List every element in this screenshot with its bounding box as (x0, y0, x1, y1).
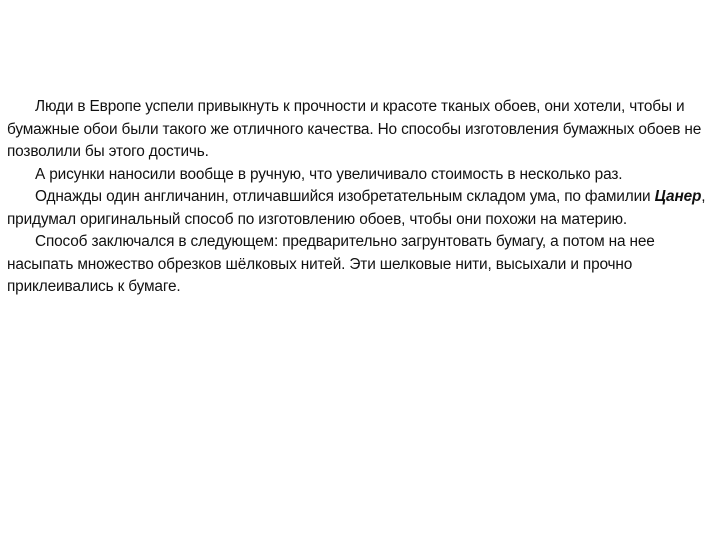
paragraph-inventor (7, 186, 710, 231)
inventor-name: Цанер (654, 188, 702, 205)
text-block (7, 96, 710, 299)
paragraph-inventor-text-before: Однажды один англичанин, отличавшийся изобретательным складом ума, по фамилии (35, 188, 655, 205)
paragraph-europe-wallpaper: Люди в Европе успели привыкнуть к прочности и красоте тканых обоев, они хотели, чтобы и бумажные обои были такого же отличного качества. Но способы изготовления бумажных обоев не позволили бы этого достичь. (7, 98, 702, 160)
paragraph-inventor-text-after: , придумал оригинальный способ по изготовлению обоев, чтобы они похожи на материю. (7, 188, 706, 228)
paragraph-hand-drawn: А рисунки наносили вообще в ручную, что увеличивало стоимость в несколько раз. (35, 165, 623, 183)
paragraph-method: Способ заключался в следующем: предварительно загрунтовать бумагу, а потом на нее насыпать множество обрезков шёлковых нитей. Эти шелковые нити, высыхали и прочно приклеивались к бумаге. (7, 233, 655, 295)
